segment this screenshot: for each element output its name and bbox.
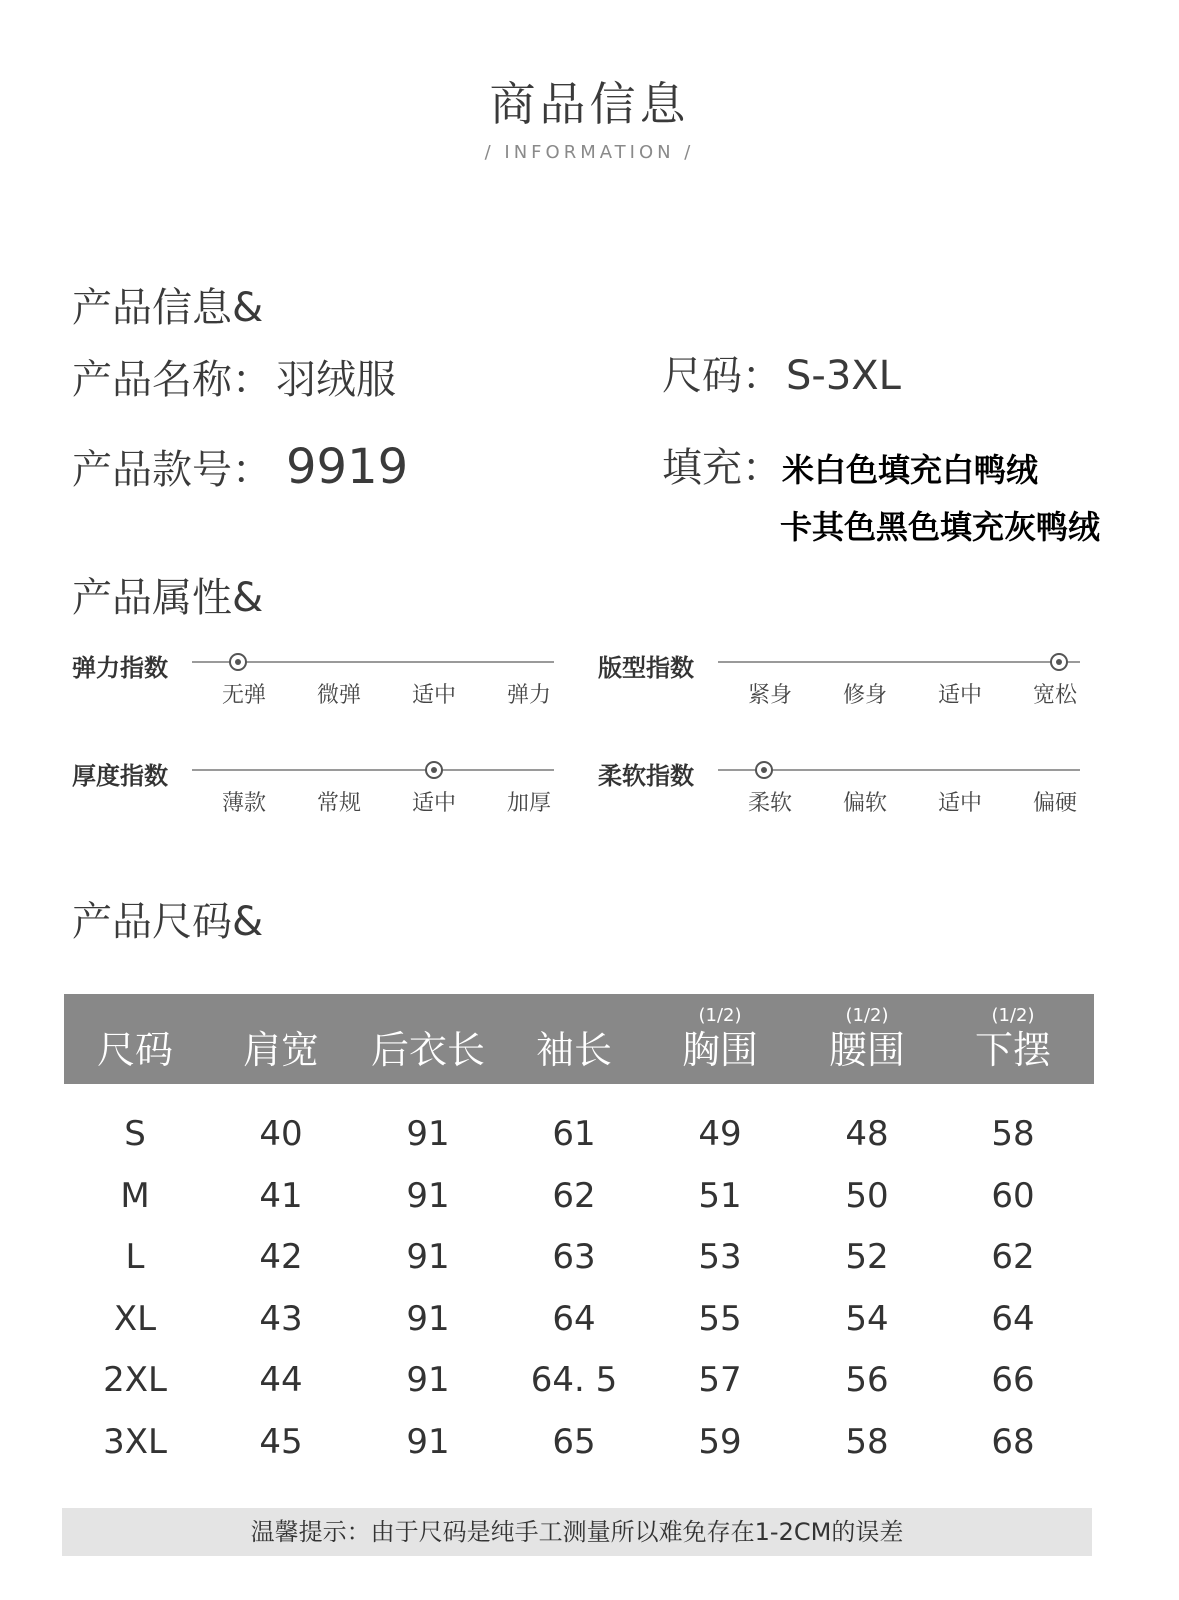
size-table-cell: 56 — [845, 1360, 889, 1400]
attribute-tick-label: 常规 — [316, 791, 361, 816]
page-subtitle: / INFORMATION / — [484, 142, 695, 163]
attribute-tick-label: 修身 — [842, 683, 887, 708]
size-table-cell: 59 — [698, 1422, 742, 1462]
column-half-note: (1/2) — [845, 1005, 889, 1026]
product-name-label: 产品名称： — [72, 357, 272, 403]
size-table-cell: 57 — [698, 1360, 742, 1400]
size-table-cell: 55 — [698, 1299, 742, 1339]
size-table-cell: 91 — [406, 1360, 450, 1400]
attribute-tick-label: 偏软 — [842, 791, 887, 816]
fill-value-1: 米白色填充白鸭绒 — [782, 451, 1039, 489]
attribute-tick-label: 微弹 — [316, 683, 361, 708]
size-table-cell: 91 — [406, 1299, 450, 1339]
column-half-note — [208, 1004, 354, 1028]
size-table-cell: 65 — [552, 1422, 596, 1462]
size-table-column-header — [208, 1004, 354, 1072]
column-half-note: (1/2) — [991, 1005, 1035, 1026]
size-table-row-size: 3XL — [103, 1422, 167, 1462]
size-table-cell: 42 — [259, 1237, 303, 1277]
attribute-tick-label: 柔软 — [747, 791, 792, 816]
size-table-row-size: M — [120, 1176, 150, 1216]
page-title: 商品信息 — [489, 77, 690, 131]
size-table-cell: 66 — [991, 1360, 1035, 1400]
attribute-tick-label: 加厚 — [506, 791, 551, 816]
size-table-cell: 53 — [698, 1237, 742, 1277]
size-table-cell: 50 — [845, 1176, 889, 1216]
column-name: 腰围 — [828, 1028, 905, 1072]
size-table-cell: 52 — [845, 1237, 889, 1277]
size-table-cell: 51 — [698, 1176, 742, 1216]
product-attributes-heading: 产品属性& — [72, 575, 264, 621]
size-table-column-header — [940, 1004, 1086, 1072]
fill-row — [662, 436, 1038, 493]
size-table-heading: 产品尺码& — [72, 899, 264, 945]
size-table-row-size: 2XL — [103, 1360, 167, 1400]
column-half-note — [62, 1004, 208, 1028]
size-table-cell: 58 — [845, 1422, 889, 1462]
size-table-cell: 91 — [406, 1237, 450, 1277]
size-table-cell: 91 — [406, 1114, 450, 1154]
column-name: 下摆 — [974, 1028, 1051, 1072]
size-table-column-header — [355, 1004, 501, 1072]
size-table-cell: 64 — [991, 1299, 1035, 1339]
column-half-note: (1/2) — [698, 1005, 742, 1026]
product-name-row — [72, 348, 396, 405]
size-table-cell: 68 — [991, 1422, 1035, 1462]
size-table-cell: 61 — [552, 1114, 596, 1154]
size-table-cell: 62 — [991, 1237, 1035, 1277]
product-info-heading: 产品信息& — [72, 285, 264, 331]
attribute-tick-label: 弹力 — [506, 683, 551, 708]
size-range-row — [662, 344, 901, 401]
attribute-tick-label: 宽松 — [1032, 683, 1077, 708]
attribute-label: 版型指数 — [598, 654, 694, 682]
attribute-tick-label: 无弹 — [221, 683, 266, 708]
attribute-tick-label: 偏硬 — [1032, 791, 1077, 816]
attribute-label: 柔软指数 — [598, 762, 694, 790]
size-table-cell: 48 — [845, 1114, 889, 1154]
size-table-cell: 64. 5 — [530, 1360, 618, 1400]
size-table-cell: 62 — [552, 1176, 596, 1216]
size-table-column-header — [794, 1004, 940, 1072]
attribute-label: 弹力指数 — [72, 654, 168, 682]
size-table-cell: 45 — [259, 1422, 303, 1462]
size-table-column-header — [647, 1004, 793, 1072]
column-half-note — [355, 1004, 501, 1028]
size-table-cell: 41 — [259, 1176, 303, 1216]
product-model-label: 产品款号： — [72, 447, 272, 493]
attribute-tick-label: 紧身 — [747, 683, 792, 708]
size-table-cell: 40 — [259, 1114, 303, 1154]
fill-label: 填充： — [662, 445, 782, 491]
attribute-indicator-icon — [1050, 653, 1068, 671]
column-name: 后衣长 — [370, 1028, 485, 1072]
size-range-value: S-3XL — [786, 353, 901, 399]
size-table-cell: 60 — [991, 1176, 1035, 1216]
attribute-tick-label: 薄款 — [221, 791, 266, 816]
measurement-note: 温馨提示：由于尺码是纯手工测量所以难免存在1-2CM的误差 — [250, 1518, 904, 1546]
size-table-cell: 54 — [845, 1299, 889, 1339]
size-table-cell: 43 — [259, 1299, 303, 1339]
column-half-note — [501, 1004, 647, 1028]
attribute-indicator-icon — [425, 761, 443, 779]
attribute-tick-label: 适中 — [937, 791, 982, 816]
attribute-label: 厚度指数 — [72, 762, 168, 790]
attribute-track — [718, 661, 1080, 663]
attribute-tick-label: 适中 — [937, 683, 982, 708]
size-table-row-size: XL — [113, 1299, 157, 1339]
product-model-value: 9919 — [286, 439, 409, 495]
size-table-column-header — [62, 1004, 208, 1072]
size-table-cell: 49 — [698, 1114, 742, 1154]
attribute-tick-label: 适中 — [411, 791, 456, 816]
size-table-row-size: L — [125, 1237, 145, 1277]
size-table-cell: 64 — [552, 1299, 596, 1339]
attribute-indicator-icon — [229, 653, 247, 671]
size-table-cell: 58 — [991, 1114, 1035, 1154]
size-range-label: 尺码： — [662, 353, 782, 399]
column-name: 肩宽 — [242, 1028, 319, 1072]
column-name: 尺码 — [96, 1028, 173, 1072]
size-table-cell: 63 — [552, 1237, 596, 1277]
product-model-row — [72, 438, 408, 495]
product-name-value: 羽绒服 — [276, 357, 396, 403]
attribute-tick-label: 适中 — [411, 683, 456, 708]
column-name: 袖长 — [535, 1028, 612, 1072]
attribute-indicator-icon — [755, 761, 773, 779]
column-name: 胸围 — [681, 1028, 758, 1072]
size-table-cell: 91 — [406, 1422, 450, 1462]
fill-value-2: 卡其色黑色填充灰鸭绒 — [780, 508, 1101, 546]
size-table-cell: 44 — [259, 1360, 303, 1400]
size-table-row-size: S — [124, 1114, 146, 1154]
attribute-track — [192, 769, 554, 771]
size-table-column-header — [501, 1004, 647, 1072]
size-table-cell: 91 — [406, 1176, 450, 1216]
